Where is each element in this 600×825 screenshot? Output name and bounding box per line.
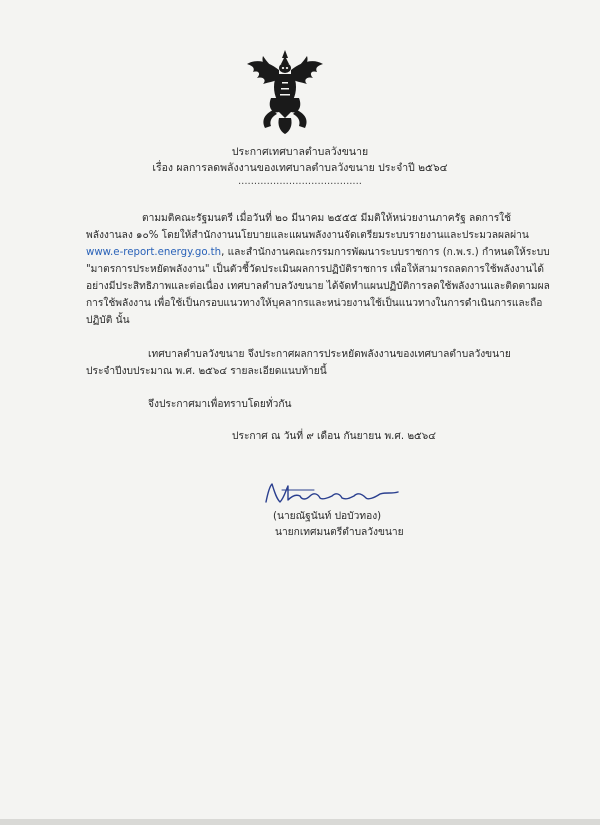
handwritten-signature <box>262 480 402 506</box>
paragraph-1-line-3-rest: , และสำนักงานคณะกรรมการพัฒนาระบบราชการ (ก.พ.ร.) กำหนดให้ระบบ <box>221 247 550 258</box>
paragraph-1-line-6: การใช้พลังงาน เพื่อใช้เป็นกรอบแนวทางให้บุคลากรและหน่วยงานใช้เป็นแนวทางในการดำเนินการและถือ <box>86 298 543 309</box>
paragraph-2-line-2: ประจำปีงบประมาณ พ.ศ. ๒๕๖๔ รายละเอียดแนบท้ายนี้ <box>86 366 327 377</box>
paragraph-2-line-1: เทศบาลตำบลวังขนาย จึงประกาศผลการประหยัดพลังงานของเทศบาลตำบลวังขนาย <box>148 349 511 360</box>
garuda-emblem <box>243 48 327 134</box>
paragraph-1-line-1: ตามมติคณะรัฐมนตรี เมื่อวันที่ ๒๐ มีนาคม ๒๕๕๕ มีมติให้หน่วยงานภาครัฐ ลดการใช้ <box>142 213 512 224</box>
e-report-link[interactable]: www.e-report.energy.go.th <box>86 247 222 258</box>
announcement-date: ประกาศ ณ วันที่ ๙ เดือน กันยายน พ.ศ. ๒๕๖๔ <box>232 431 436 442</box>
paragraph-1-line-5: อย่างมีประสิทธิภาพและต่อเนื่อง เทศบาลตำบลวังขนาย ได้จัดทำแผนปฏิบัติการลดใช้พลังงานและติดตามผล <box>86 281 550 292</box>
scan-edge <box>0 819 600 825</box>
paragraph-1-line-7: ปฏิบัติ นั้น <box>86 315 130 326</box>
paragraph-1-line-4: "มาตรการประหยัดพลังงาน" เป็นตัวชี้วัดประเมินผลการปฏิบัติราชการ เพื่อให้สามารถลดการใช้พลังงานได้ <box>86 264 544 275</box>
paragraph-1-line-2: พลังงานลง ๑๐% โดยให้สำนักงานนโยบายและแผนพลังงานจัดเตรียมระบบรายงานและประมวลผลผ่าน <box>86 230 529 241</box>
paragraph-1-line-3 <box>86 245 550 261</box>
closing-line: จึงประกาศมาเพื่อทราบโดยทั่วกัน <box>148 399 292 410</box>
signatory-name: (นายณัฐนันท์ ปอบัวทอง) <box>273 511 382 522</box>
announcement-org-title: ประกาศเทศบาลตำบลวังขนาย <box>231 146 369 158</box>
announcement-subject: เรื่อง ผลการลดพลังงานของเทศบาลตำบลวังขนาย ประจำปี ๒๕๖๔ <box>152 162 448 174</box>
signatory-position: นายกเทศมนตรีตำบลวังขนาย <box>275 527 404 538</box>
title-divider: ....................................... <box>238 176 362 187</box>
